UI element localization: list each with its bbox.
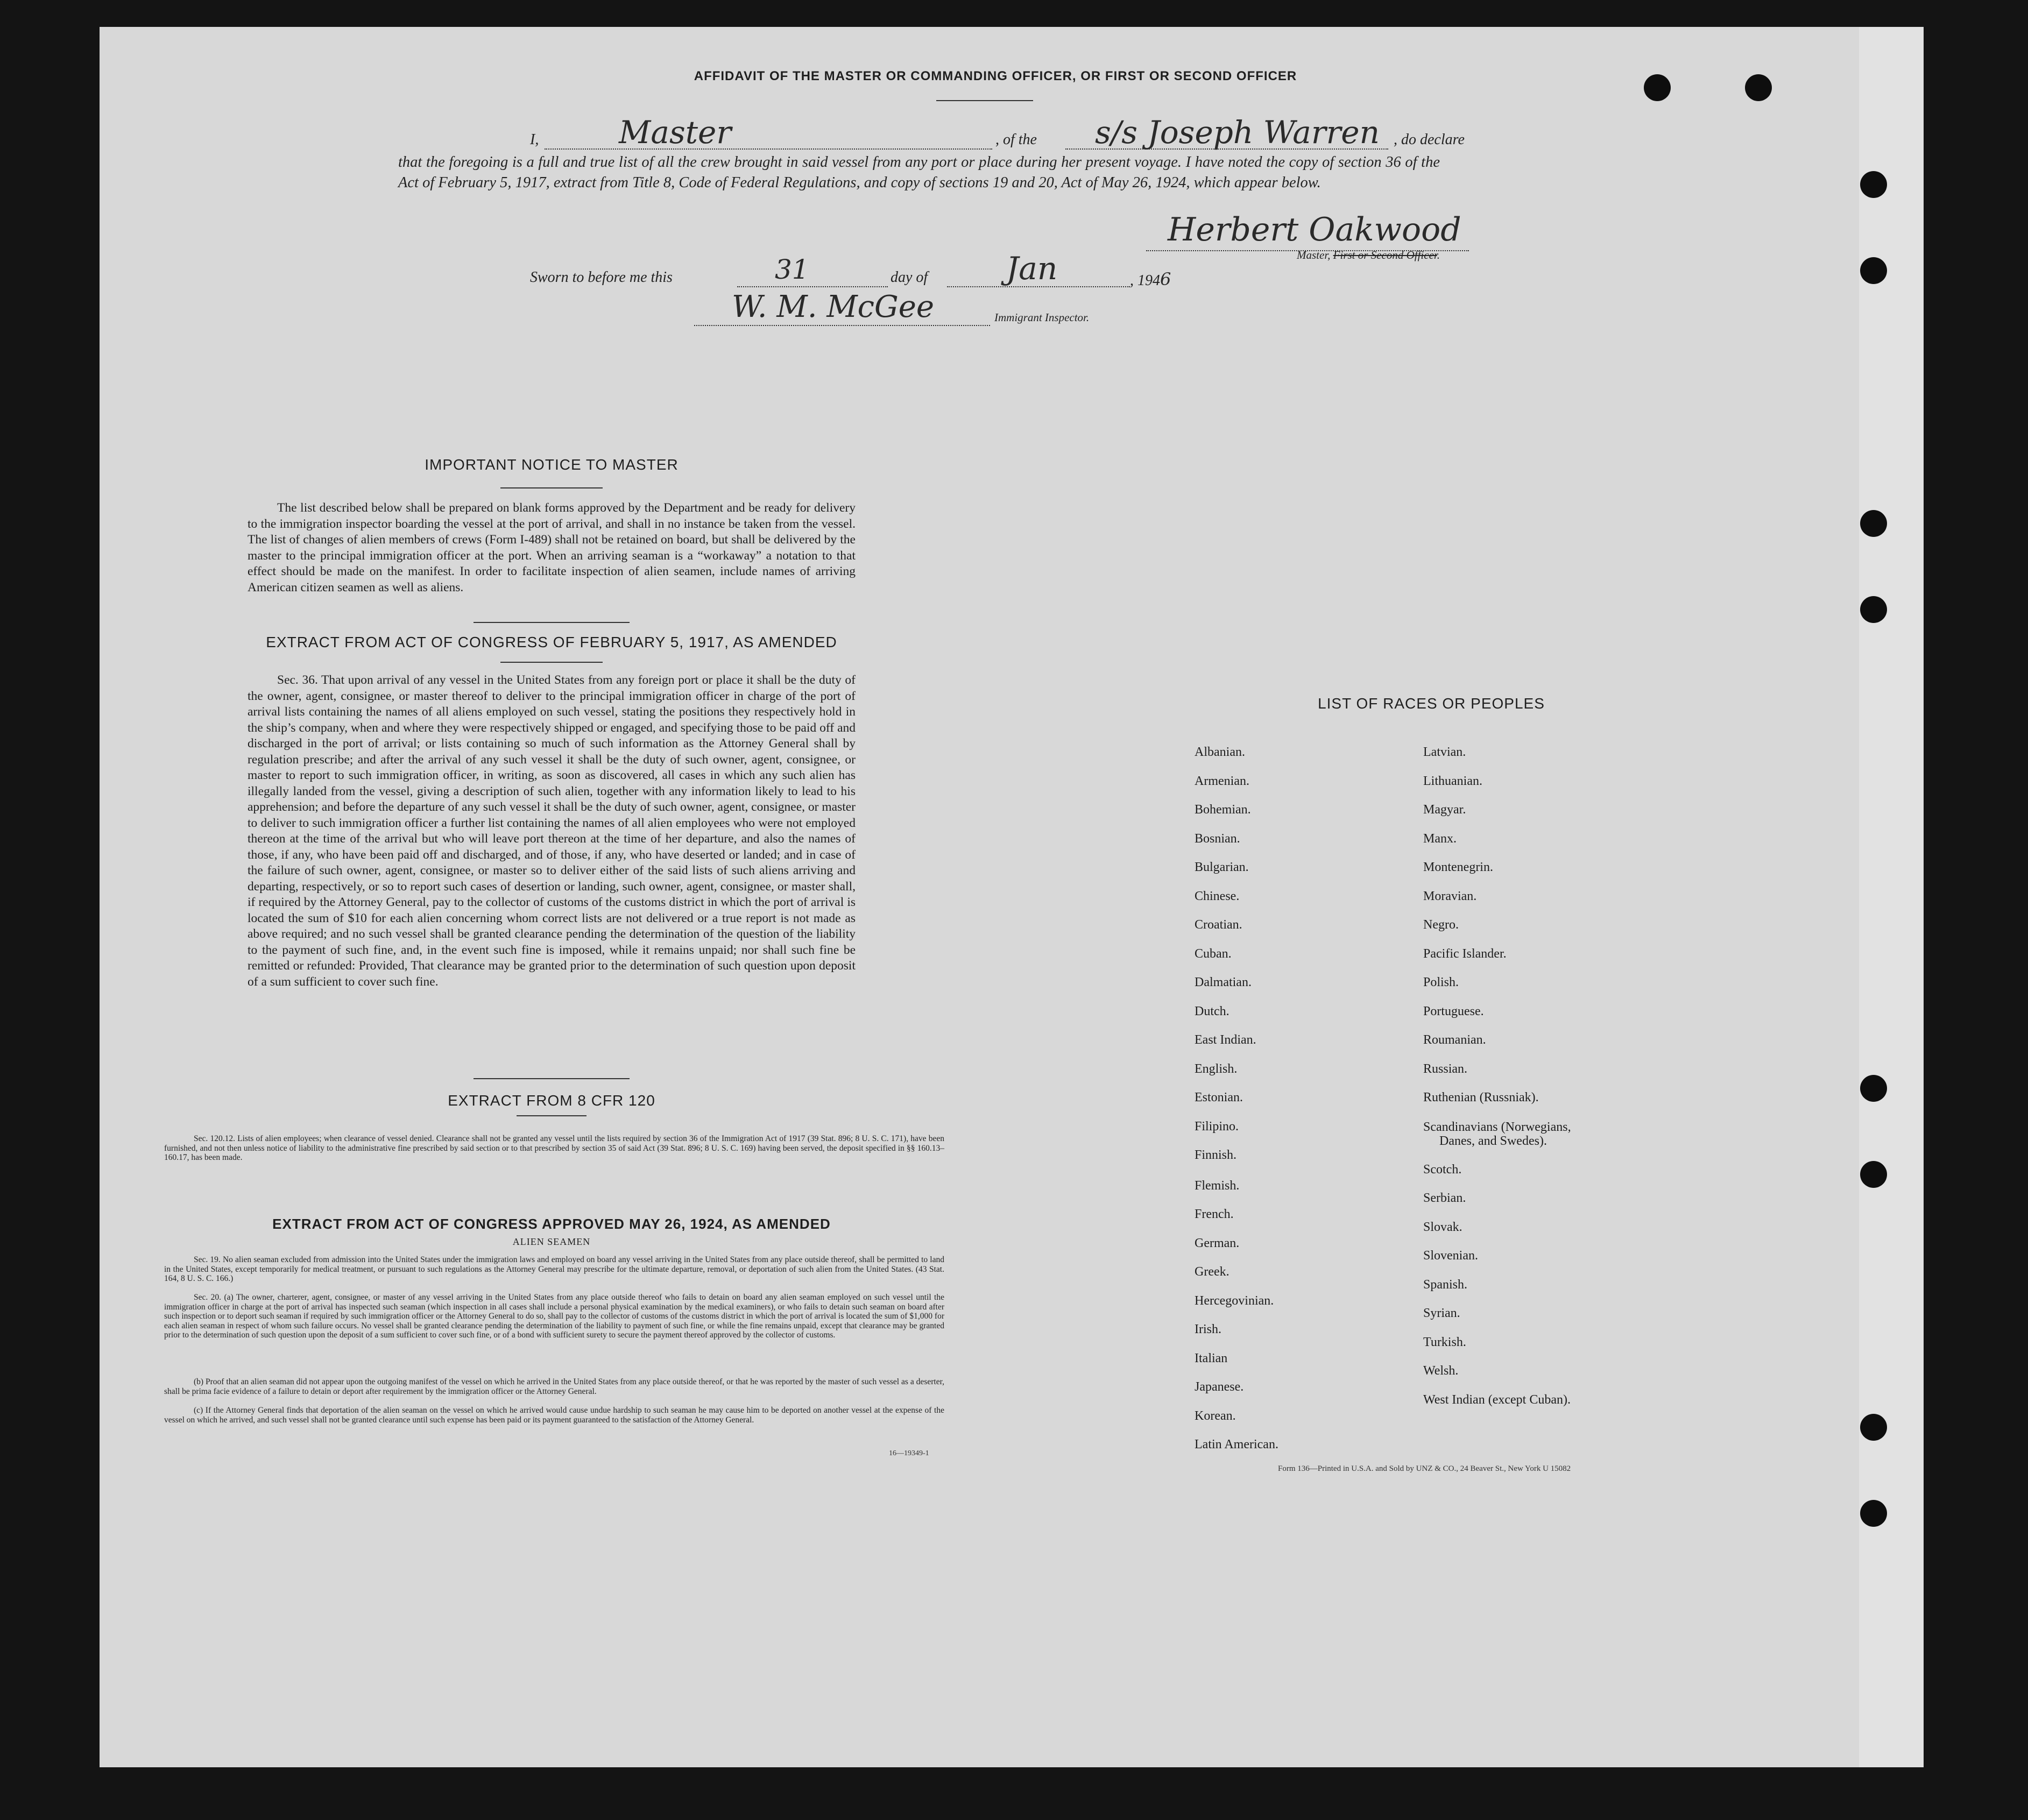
inspector-label: Immigrant Inspector. <box>994 311 1090 324</box>
binder-hole <box>1860 1161 1887 1188</box>
extract-1917-end-rule <box>474 1078 630 1079</box>
name-line <box>545 131 992 150</box>
race-item: English. <box>1195 1061 1238 1076</box>
extract-cfr-title: EXTRACT FROM 8 CFR 120 <box>448 1092 655 1109</box>
year-prefix: , 194 <box>1130 272 1160 289</box>
race-item: Armenian. <box>1195 774 1249 788</box>
extract-cfr-text: Sec. 120.12. Lists of alien employees; when clearance of vessel denied. Clearance shall not be granted any vessel until the lists required by section 36 of the Immigration Act of 1917 (39 Stat. 896; 8 U. S. C. 171), have been furnished, and not then unless notice of liability to the administrative fine prescribed by said section or to that prescribed by section 35 of said Act (39 Stat. 896; 8 U. S. C. 169) having been served, the deposit specified in §§ 160.13–160.17, has been made. <box>164 1134 944 1162</box>
race-item: Albanian. <box>1195 745 1245 759</box>
master-signature: Herbert Oakwood <box>1168 211 1461 249</box>
notice-end-rule <box>474 622 630 623</box>
sec-19-text: Sec. 19. No alien seaman excluded from admission into the United States under the immigration laws and employed on board any vessel arriving in the United States from any place outside thereof, shall be permitted to land in the United States, except temporarily for medical treatment, or pursuant to such regulations as the Attorney General may prescribe for the ultimate departure, removal, or deportation of such alien from the United States. (43 Stat. 164, 8 U. S. C. 166.) <box>164 1255 944 1283</box>
sworn-day: 31 <box>775 254 809 285</box>
race-item: Korean. <box>1195 1408 1236 1423</box>
race-item: Russian. <box>1423 1061 1468 1076</box>
race-item: Japanese. <box>1195 1380 1244 1394</box>
race-item: Danes, and Swedes). <box>1439 1134 1547 1148</box>
year-suffix: 6 <box>1160 269 1171 289</box>
sworn-month: Jan <box>1006 250 1058 287</box>
sworn-label: Sworn to before me this <box>530 269 673 286</box>
race-item: Bohemian. <box>1195 803 1251 817</box>
race-item: Turkish. <box>1423 1335 1466 1349</box>
race-item: Welsh. <box>1423 1364 1459 1378</box>
race-item: Dalmatian. <box>1195 975 1252 989</box>
title-rule <box>936 100 1033 101</box>
race-item: Croatian. <box>1195 918 1242 932</box>
race-item: Serbian. <box>1423 1191 1466 1205</box>
race-item: Latin American. <box>1195 1437 1278 1451</box>
extract-1924-subtitle: ALIEN SEAMEN <box>512 1236 591 1247</box>
race-item: Hercegovinian. <box>1195 1293 1274 1308</box>
race-item: Montenegrin. <box>1423 860 1493 874</box>
race-item: East Indian. <box>1195 1033 1256 1047</box>
race-item: Italian <box>1195 1351 1228 1365</box>
race-item: German. <box>1195 1236 1240 1250</box>
race-item: Latvian. <box>1423 745 1466 759</box>
race-item: Dutch. <box>1195 1004 1229 1018</box>
extract-1917-rule <box>500 662 603 663</box>
signature-caption: Master, First or Second Officer. <box>1297 249 1440 261</box>
race-item: Finnish. <box>1195 1148 1237 1162</box>
race-item: Slovenian. <box>1423 1249 1478 1263</box>
year-label <box>1130 269 1171 289</box>
race-item: Bosnian. <box>1195 831 1240 846</box>
race-item: Moravian. <box>1423 889 1477 903</box>
races-title: LIST OF RACES OR PEOPLES <box>1318 695 1545 712</box>
race-item: Scotch. <box>1423 1162 1462 1177</box>
master-handwriting: Master <box>619 114 732 151</box>
master-caption: Master, <box>1297 249 1333 261</box>
race-item: Polish. <box>1423 975 1459 989</box>
race-item: Pacific Islander. <box>1423 946 1507 961</box>
races-right-column <box>1423 738 1571 1414</box>
race-item: Flemish. <box>1195 1178 1240 1193</box>
binder-hole <box>1860 171 1887 198</box>
race-item: Magyar. <box>1423 803 1466 817</box>
binder-hole <box>1644 74 1671 101</box>
race-item: Slovak. <box>1423 1220 1462 1234</box>
extract-1917-text: Sec. 36. That upon arrival of any vessel in the United States from any foreign port or place it shall be the duty of the owner, agent, consignee, or master thereof to deliver to the principal immigration officer in charge of the port of arrival lists containing the names of all aliens employed on such vessel, stating the positions they respectively hold in the ship’s company, when and where they were respectively shipped or engaged, and specifying those to be paid off and discharged in the port of arrival; or lists containing so much of such information as the Attorney General shall by regulation prescribe; and after the arrival of any such vessel it shall be the duty of such owner, agent, consignee, or master to report to such immigration officer, in writing, as soon as discovered, all cases in which any such alien has illegally landed from the vessel, giving a description of such alien, together with any information likely to lead to his apprehension; and before the departure of any such vessel it shall be the duty of such owner, agent, consignee, or master to deliver to such immigration officer a further list containing the names of all alien employees who were not employed thereon at the time of the arrival but who will leave port thereon at the time of her departure, and also the names of those, if any, who have been paid off and discharged, and of those, if any, who have deserted or landed; and in case of the failure of such owner, agent, consignee, or master so to deliver either of the said lists of such aliens arriving and departing, respectively, or so to report such cases of desertion or landing, such owner, agent, consignee, or master shall, if required by the Attorney General, pay to the collector of customs of the customs district in which the port of arrival is located the sum of $10 for each alien concerning whom correct lists are not delivered or a true report is not made as above required; and no such vessel shall be granted clearance pending the determination of the question of the liability to the payment of such fine, and, in the event such fine is imposed, while it remains unpaid; nor shall such fine be remitted or refunded: Provided, That clearance may be granted prior to the determination of such question upon deposit of a sum sufficient to cover such fine. <box>248 673 856 989</box>
race-item: Syrian. <box>1423 1306 1460 1320</box>
race-item: Spanish. <box>1423 1277 1468 1292</box>
race-item: Bulgarian. <box>1195 860 1249 874</box>
binder-hole <box>1860 1414 1887 1441</box>
binder-hole <box>1860 510 1887 537</box>
race-item: French. <box>1195 1207 1234 1221</box>
races-left-column <box>1195 738 1278 1460</box>
struck-caption: First or Second Officer <box>1333 249 1437 261</box>
vessel-handwriting: s/s Joseph Warren <box>1095 114 1380 151</box>
race-item: Irish. <box>1195 1322 1221 1336</box>
race-item: Greek. <box>1195 1265 1229 1279</box>
affidavit-i-label: I, <box>530 131 539 148</box>
race-item: Chinese. <box>1195 889 1240 903</box>
race-item: Filipino. <box>1195 1119 1239 1134</box>
race-item: Roumanian. <box>1423 1033 1486 1047</box>
declare-label: , do declare <box>1394 131 1465 148</box>
race-item: Manx. <box>1423 831 1457 846</box>
notice-title: IMPORTANT NOTICE TO MASTER <box>425 456 679 473</box>
binder-hole <box>1860 596 1887 623</box>
of-the-label: , of the <box>995 131 1037 148</box>
race-item: West Indian (except Cuban). <box>1423 1392 1571 1407</box>
race-item: Cuban. <box>1195 946 1232 961</box>
sec-20b-text: (b) Proof that an alien seaman did not appear upon the outgoing manifest of the vessel on which he arrived in the United States from any place outside thereof, or that he was reported by the master of such vessel as a deserter, shall be prima facie evidence of a failure to detain or deport after requirement by the immigration officer or the Attorney General. <box>164 1377 944 1396</box>
race-item: Estonian. <box>1195 1090 1243 1104</box>
form-footer: Form 136—Printed in U.S.A. and Sold by UNZ & CO., 24 Beaver St., New York U 15082 <box>1278 1464 1571 1473</box>
binder-hole <box>1745 74 1772 101</box>
binder-hole <box>1860 1500 1887 1527</box>
affidavit-title: AFFIDAVIT OF THE MASTER OR COMMANDING OFFICER, OR FIRST OR SECOND OFFICER <box>694 69 1297 83</box>
race-item: Scandinavians (Norwegians, <box>1423 1120 1571 1134</box>
sec-20a-text: Sec. 20. (a) The owner, charterer, agent, consignee, or master of any vessel arriving in the United States from any place outside thereof who fails to detain on board any alien seaman employed on such vessel until the immigration officer in charge at the port of arrival has inspected such seaman (which inspection in all cases shall include a personal physical examination by the medical examiners), or who fails to detain such seaman on board after such inspection or to deport such seaman if required by such immigration officer or the Attorney General to do so, shall pay to the collector of customs of the customs district in which the port of arrival is located the sum of $1,000 for each alien seaman in respect of whom such failure occurs. No vessel shall be granted clearance pending the determination of the liability to payment of such fine, or while the fine remains unpaid, except that clearance may be granted prior to the determination of such question upon the deposit of a sum sufficient to cover such fine, or of a bond with sufficient surety to secure the payment thereof approved by the collector of customs. <box>164 1293 944 1340</box>
binder-hole <box>1860 257 1887 284</box>
binder-hole <box>1860 1075 1887 1102</box>
affidavit-body: that the foregoing is a full and true list of all the crew brought in said vessel from any port or place during her present voyage. I have noted the copy of section 36 of the Act of February 5, 1917, extract from Title 8, Code of Federal Regulations, and copy of sections 19 and 20, Act of May 26, 1924, which appear below. <box>398 154 1440 191</box>
race-item: Negro. <box>1423 918 1459 932</box>
extract-cfr-rule <box>517 1115 587 1116</box>
form-code: 16—19349-1 <box>889 1449 929 1457</box>
day-of-label: day of <box>891 269 928 286</box>
race-item: Portuguese. <box>1423 1004 1484 1018</box>
notice-text: The list described below shall be prepared on blank forms approved by the Department and be ready for delivery to the immigration inspector boarding the vessel at the port of arrival, and shall in no instance be taken from the vessel. The list of changes of alien members of crews (Form I-489) shall not be retained on board, but shall be delivered by the master to the principal immigration officer at the port. When an arriving seaman is a “workaway” a notation to that effect should be made on the manifest. In order to facilitate inspection of alien seamen, include names of arriving American citizen seamen as well as aliens. <box>248 501 856 594</box>
extract-1917-title: EXTRACT FROM ACT OF CONGRESS OF FEBRUARY 5, 1917, AS AMENDED <box>266 634 837 650</box>
sec-20c-text: (c) If the Attorney General finds that deportation of the alien seaman on the vessel on which he arrived would cause undue hardship to such seaman he may cause him to be deported on another vessel at the expense of the vessel on which he arrived, and such vessel shall not be granted clearance until such expense has been paid or its payment guaranteed to the satisfaction of the Attorney General. <box>164 1406 944 1425</box>
race-item: Ruthenian (Russniak). <box>1423 1090 1539 1104</box>
extract-1924-title: EXTRACT FROM ACT OF CONGRESS APPROVED MAY 26, 1924, AS AMENDED <box>272 1216 831 1232</box>
inspector-signature: W. M. McGee <box>732 289 935 324</box>
notice-rule <box>500 487 603 488</box>
day-line <box>737 269 888 287</box>
race-item: Lithuanian. <box>1423 774 1482 788</box>
